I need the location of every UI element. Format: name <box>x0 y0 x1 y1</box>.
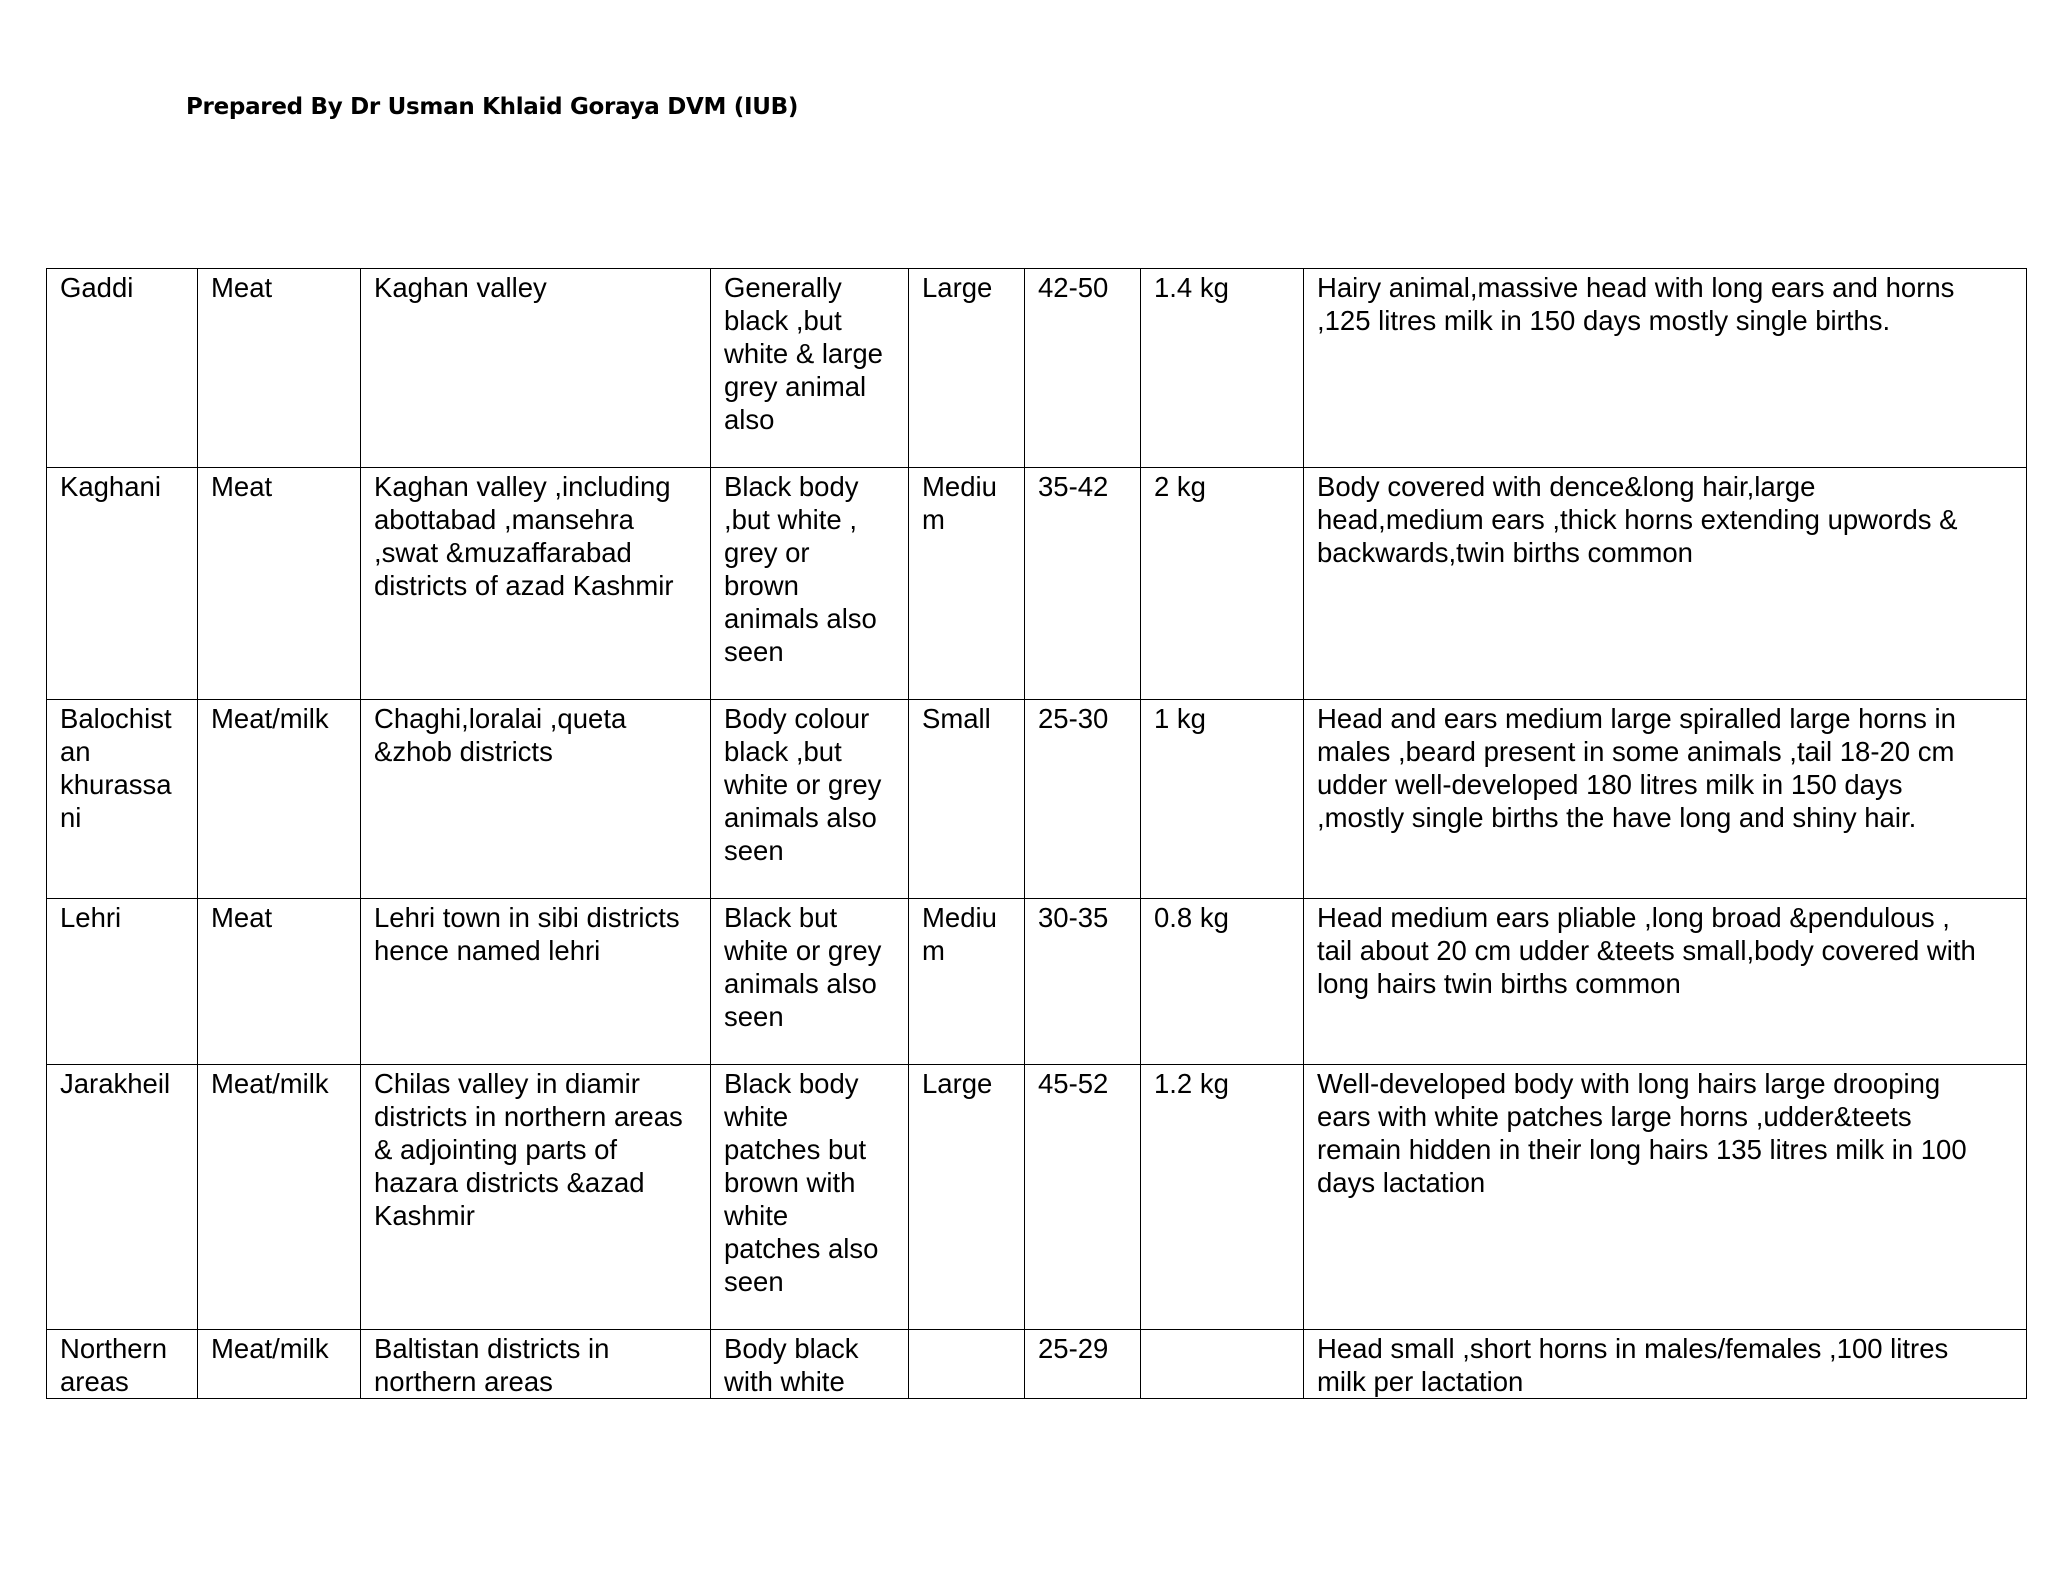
weight-cell <box>1025 269 1141 468</box>
page-header: Prepared By Dr Usman Khlaid Goraya DVM (IUB) <box>186 94 799 120</box>
breed-table-body <box>47 269 2027 1399</box>
weight-cell-text: 25-29 <box>1038 1333 1109 1364</box>
colour-cell <box>711 899 909 1065</box>
fleece-cell-text: 0.8 kg <box>1154 902 1229 933</box>
breed-cell <box>47 700 198 899</box>
breed-cell-text: Gaddi <box>60 272 134 303</box>
weight-cell-text: 35-42 <box>1038 471 1109 502</box>
colour-cell-text: Black body ,but white , grey or brown animals also seen <box>724 471 877 667</box>
weight-cell <box>1025 468 1141 700</box>
colour-cell <box>711 1065 909 1330</box>
breed-cell <box>47 1065 198 1330</box>
fleece-cell-text: 2 kg <box>1154 471 1206 502</box>
table-row <box>47 700 2027 899</box>
fleece-cell <box>1141 700 1304 899</box>
size-cell-text: Mediu m <box>922 902 997 966</box>
description-cell <box>1304 899 2027 1065</box>
description-cell <box>1304 1330 2027 1399</box>
habitat-cell <box>361 700 711 899</box>
size-cell-text: Large <box>922 1068 993 1099</box>
fleece-cell-text: 1.4 kg <box>1154 272 1229 303</box>
fleece-cell <box>1141 899 1304 1065</box>
use-cell <box>198 468 361 700</box>
habitat-cell-text: Chaghi,loralai ,queta &zhob districts <box>374 703 627 767</box>
habitat-cell-text: Kaghan valley ,including abottabad ,mansehra ,swat &muzaffarabad districts of azad Kashmir <box>374 471 674 601</box>
table-row <box>47 269 2027 468</box>
fleece-cell <box>1141 1065 1304 1330</box>
colour-cell <box>711 468 909 700</box>
colour-cell-text: Body black with white <box>724 1333 859 1397</box>
fleece-cell <box>1141 1330 1304 1399</box>
weight-cell-text: 30-35 <box>1038 902 1109 933</box>
use-cell-text: Meat <box>211 902 273 933</box>
colour-cell-text: Generally black ,but white & large grey animal also <box>724 272 883 435</box>
size-cell-text: Small <box>922 703 991 734</box>
table-row <box>47 899 2027 1065</box>
size-cell-text: Large <box>922 272 993 303</box>
colour-cell-text: Black but white or grey animals also seen <box>724 902 882 1032</box>
colour-cell-text: Black body white patches but brown with white patches also seen <box>724 1068 879 1297</box>
table-row <box>47 468 2027 700</box>
habitat-cell-text: Kaghan valley <box>374 272 547 303</box>
use-cell-text: Meat/milk <box>211 1068 329 1099</box>
breed-cell <box>47 269 198 468</box>
habitat-cell-text: Lehri town in sibi districts hence named lehri <box>374 902 680 966</box>
habitat-cell-text: Baltistan districts in northern areas <box>374 1333 610 1397</box>
size-cell <box>909 468 1025 700</box>
description-cell-text: Body covered with dence&long hair,large head,medium ears ,thick horns extending upwords & backwards,twin births common <box>1317 471 1958 568</box>
colour-cell <box>711 1330 909 1399</box>
table-row <box>47 1330 2027 1399</box>
weight-cell <box>1025 1330 1141 1399</box>
breed-cell-text: Kaghani <box>60 471 161 502</box>
use-cell-text: Meat/milk <box>211 703 329 734</box>
use-cell-text: Meat <box>211 471 273 502</box>
breed-cell-text: Lehri <box>60 902 122 933</box>
description-cell <box>1304 468 2027 700</box>
habitat-cell <box>361 1065 711 1330</box>
use-cell <box>198 899 361 1065</box>
breed-cell-text: Jarakheil <box>60 1068 171 1099</box>
use-cell <box>198 1065 361 1330</box>
description-cell-text: Well-developed body with long hairs large drooping ears with white patches large horns ,udder&teets remain hidden in their long hairs 135 litres milk in 100 days lactation <box>1317 1068 1967 1198</box>
use-cell <box>198 700 361 899</box>
size-cell <box>909 1065 1025 1330</box>
fleece-cell-text: 1 kg <box>1154 703 1206 734</box>
size-cell-text: Mediu m <box>922 471 997 535</box>
habitat-cell-text: Chilas valley in diamir districts in northern areas & adjointing parts of hazara districts &azad Kashmir <box>374 1068 683 1231</box>
breed-cell <box>47 899 198 1065</box>
habitat-cell <box>361 269 711 468</box>
description-cell <box>1304 700 2027 899</box>
habitat-cell <box>361 468 711 700</box>
breed-cell <box>47 1330 198 1399</box>
weight-cell-text: 25-30 <box>1038 703 1109 734</box>
habitat-cell <box>361 899 711 1065</box>
description-cell <box>1304 269 2027 468</box>
breed-cell-text: Northern areas <box>60 1333 167 1397</box>
size-cell <box>909 269 1025 468</box>
use-cell-text: Meat/milk <box>211 1333 329 1364</box>
colour-cell <box>711 700 909 899</box>
description-cell <box>1304 1065 2027 1330</box>
size-cell <box>909 1330 1025 1399</box>
weight-cell <box>1025 899 1141 1065</box>
description-cell-text: Head small ,short horns in males/females ,100 litres milk per lactation <box>1317 1333 1949 1397</box>
weight-cell-text: 45-52 <box>1038 1068 1109 1099</box>
use-cell <box>198 269 361 468</box>
use-cell-text: Meat <box>211 272 273 303</box>
weight-cell-text: 42-50 <box>1038 272 1109 303</box>
fleece-cell <box>1141 468 1304 700</box>
table-row <box>47 1065 2027 1330</box>
description-cell-text: Hairy animal,massive head with long ears and horns ,125 litres milk in 150 days mostly single births. <box>1317 272 1955 336</box>
size-cell <box>909 700 1025 899</box>
breed-cell <box>47 468 198 700</box>
description-cell-text: Head medium ears pliable ,long broad &pendulous , tail about 20 cm udder &teets small,body covered with long hairs twin births common <box>1317 902 1976 999</box>
fleece-cell-text: 1.2 kg <box>1154 1068 1229 1099</box>
use-cell <box>198 1330 361 1399</box>
description-cell-text: Head and ears medium large spiralled large horns in males ,beard present in some animals ,tail 18-20 cm udder well-developed 180 litres milk in 150 days ,mostly single births the have long and shiny hair. <box>1317 703 1956 833</box>
habitat-cell <box>361 1330 711 1399</box>
weight-cell <box>1025 1065 1141 1330</box>
fleece-cell <box>1141 269 1304 468</box>
size-cell <box>909 899 1025 1065</box>
colour-cell-text: Body colour black ,but white or grey animals also seen <box>724 703 882 866</box>
colour-cell <box>711 269 909 468</box>
breed-cell-text: Balochist an khurassa ni <box>60 703 172 833</box>
weight-cell <box>1025 700 1141 899</box>
breed-table <box>46 268 2027 1399</box>
